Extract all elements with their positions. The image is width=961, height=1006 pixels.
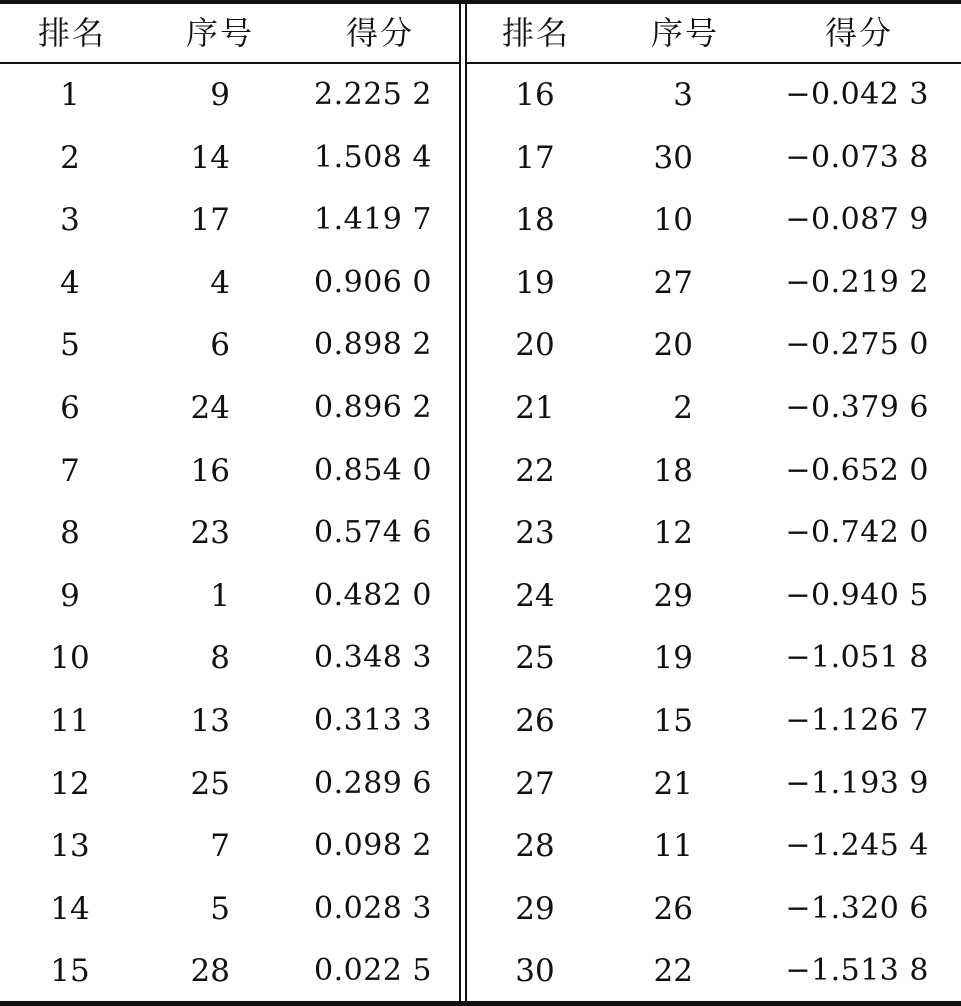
id-cell: 19 <box>653 640 693 677</box>
table-row <box>467 690 961 753</box>
id-cell: 27 <box>653 264 693 301</box>
score-cell: 0.574 6 <box>313 515 432 551</box>
id-cell: 9 <box>210 77 230 113</box>
id-cell: 22 <box>653 953 693 990</box>
id-cell: 25 <box>190 765 230 802</box>
rank-cell: 16 <box>515 77 555 113</box>
header-score: 得分 <box>824 14 893 52</box>
table-row <box>467 878 961 941</box>
score-cell: 0.896 2 <box>313 389 432 425</box>
rank-cell: 19 <box>515 264 555 301</box>
id-cell: 29 <box>653 577 693 614</box>
rank-cell: 12 <box>50 765 90 802</box>
id-cell: 20 <box>653 327 693 364</box>
table-row <box>467 377 961 440</box>
score-cell: −1.513 8 <box>785 953 929 989</box>
rank-cell: 14 <box>50 890 90 927</box>
table-row <box>0 878 459 941</box>
rank-cell: 17 <box>515 139 555 176</box>
score-cell: −0.219 2 <box>785 264 929 300</box>
id-cell: 6 <box>210 327 230 364</box>
score-cell: −0.275 0 <box>785 327 929 363</box>
score-cell: −1.320 6 <box>785 890 929 926</box>
rank-cell: 13 <box>50 828 90 865</box>
id-cell: 18 <box>653 452 693 489</box>
score-cell: −0.742 0 <box>785 515 929 551</box>
table-row <box>467 753 961 816</box>
id-cell: 8 <box>210 640 230 677</box>
table-row <box>467 815 961 878</box>
rank-cell: 22 <box>515 452 555 489</box>
table-row <box>0 189 459 252</box>
rank-cell: 20 <box>515 327 555 364</box>
table-row <box>467 565 961 628</box>
table-row <box>0 127 459 190</box>
header-id: 序号 <box>185 14 254 52</box>
score-cell: −1.245 4 <box>785 828 929 864</box>
table-row <box>0 753 459 816</box>
id-cell: 16 <box>190 452 230 489</box>
id-cell: 11 <box>653 828 693 865</box>
id-cell: 12 <box>653 515 693 552</box>
table-row <box>0 252 459 315</box>
table-row <box>467 627 961 690</box>
score-cell: −0.940 5 <box>785 577 929 613</box>
rank-cell: 26 <box>515 702 555 739</box>
table-row <box>0 314 459 377</box>
id-cell: 4 <box>210 264 230 301</box>
id-cell: 13 <box>190 702 230 739</box>
id-cell: 23 <box>190 515 230 552</box>
rank-cell: 9 <box>60 577 80 614</box>
score-cell: −0.379 6 <box>785 389 929 425</box>
id-cell: 1 <box>210 577 230 614</box>
score-cell: 0.482 0 <box>313 577 432 613</box>
table-row <box>0 440 459 503</box>
rank-cell: 4 <box>60 264 80 301</box>
table-row <box>0 815 459 878</box>
rank-cell: 15 <box>50 953 90 990</box>
score-cell: −0.652 0 <box>785 452 929 488</box>
score-cell: 0.348 3 <box>313 640 432 676</box>
score-cell: −1.051 8 <box>785 640 929 676</box>
score-cell: 2.225 2 <box>313 77 432 112</box>
id-cell: 10 <box>653 202 693 239</box>
table-row <box>467 940 961 1003</box>
rank-cell: 10 <box>50 640 90 677</box>
rank-cell: 1 <box>60 77 80 113</box>
table-row <box>0 565 459 628</box>
table-row <box>0 502 459 565</box>
rank-cell: 30 <box>515 953 555 990</box>
id-cell: 30 <box>653 139 693 176</box>
table-row <box>467 440 961 503</box>
table-row <box>467 189 961 252</box>
score-cell: 0.098 2 <box>313 828 432 864</box>
rank-cell: 28 <box>515 828 555 865</box>
rank-cell: 18 <box>515 202 555 239</box>
table-row <box>467 314 961 377</box>
rank-cell: 8 <box>60 515 80 552</box>
table-row <box>0 64 459 127</box>
id-cell: 3 <box>673 77 693 113</box>
right-rows <box>467 64 961 1003</box>
column-divider-line <box>459 4 461 1001</box>
id-cell: 21 <box>653 765 693 802</box>
rank-cell: 2 <box>60 139 80 176</box>
table-row <box>467 252 961 315</box>
score-cell: −0.087 9 <box>785 202 929 238</box>
header-id: 序号 <box>650 14 719 52</box>
rank-cell: 27 <box>515 765 555 802</box>
score-cell: −1.126 7 <box>785 702 929 738</box>
score-cell: 1.508 4 <box>313 139 432 175</box>
left-rows <box>0 64 459 1003</box>
table-row <box>0 690 459 753</box>
score-cell: 0.854 0 <box>313 452 432 488</box>
header-score: 得分 <box>345 14 414 52</box>
id-cell: 5 <box>210 890 230 927</box>
score-cell: −0.073 8 <box>785 139 929 175</box>
score-cell: 0.906 0 <box>313 264 432 300</box>
rank-cell: 21 <box>515 389 555 426</box>
rank-cell: 7 <box>60 452 80 489</box>
score-cell: 1.419 7 <box>313 202 432 238</box>
id-cell: 17 <box>190 202 230 239</box>
score-cell: −1.193 9 <box>785 765 929 801</box>
table-row <box>467 502 961 565</box>
id-cell: 2 <box>673 389 693 426</box>
table-row <box>467 127 961 190</box>
rank-cell: 11 <box>50 702 90 739</box>
rank-cell: 6 <box>60 389 80 426</box>
table-row <box>0 627 459 690</box>
table-row <box>0 940 459 1003</box>
rank-cell: 3 <box>60 202 80 239</box>
header-rank: 排名 <box>501 14 570 52</box>
score-cell: 0.289 6 <box>313 765 432 801</box>
header-rank: 排名 <box>37 14 106 52</box>
score-cell: 0.022 5 <box>313 953 432 989</box>
table-row <box>467 64 961 127</box>
rank-cell: 25 <box>515 640 555 677</box>
id-cell: 14 <box>190 139 230 176</box>
rank-cell: 29 <box>515 890 555 927</box>
score-cell: 0.313 3 <box>313 702 432 738</box>
rank-cell: 23 <box>515 515 555 552</box>
score-cell: 0.898 2 <box>313 327 432 363</box>
id-cell: 28 <box>190 953 230 990</box>
id-cell: 15 <box>653 702 693 739</box>
table-row <box>0 377 459 440</box>
id-cell: 7 <box>210 828 230 865</box>
id-cell: 26 <box>653 890 693 927</box>
score-cell: 0.028 3 <box>313 890 432 926</box>
rank-cell: 24 <box>515 577 555 614</box>
rank-cell: 5 <box>60 327 80 364</box>
id-cell: 24 <box>190 389 230 426</box>
score-cell: −0.042 3 <box>785 77 929 112</box>
